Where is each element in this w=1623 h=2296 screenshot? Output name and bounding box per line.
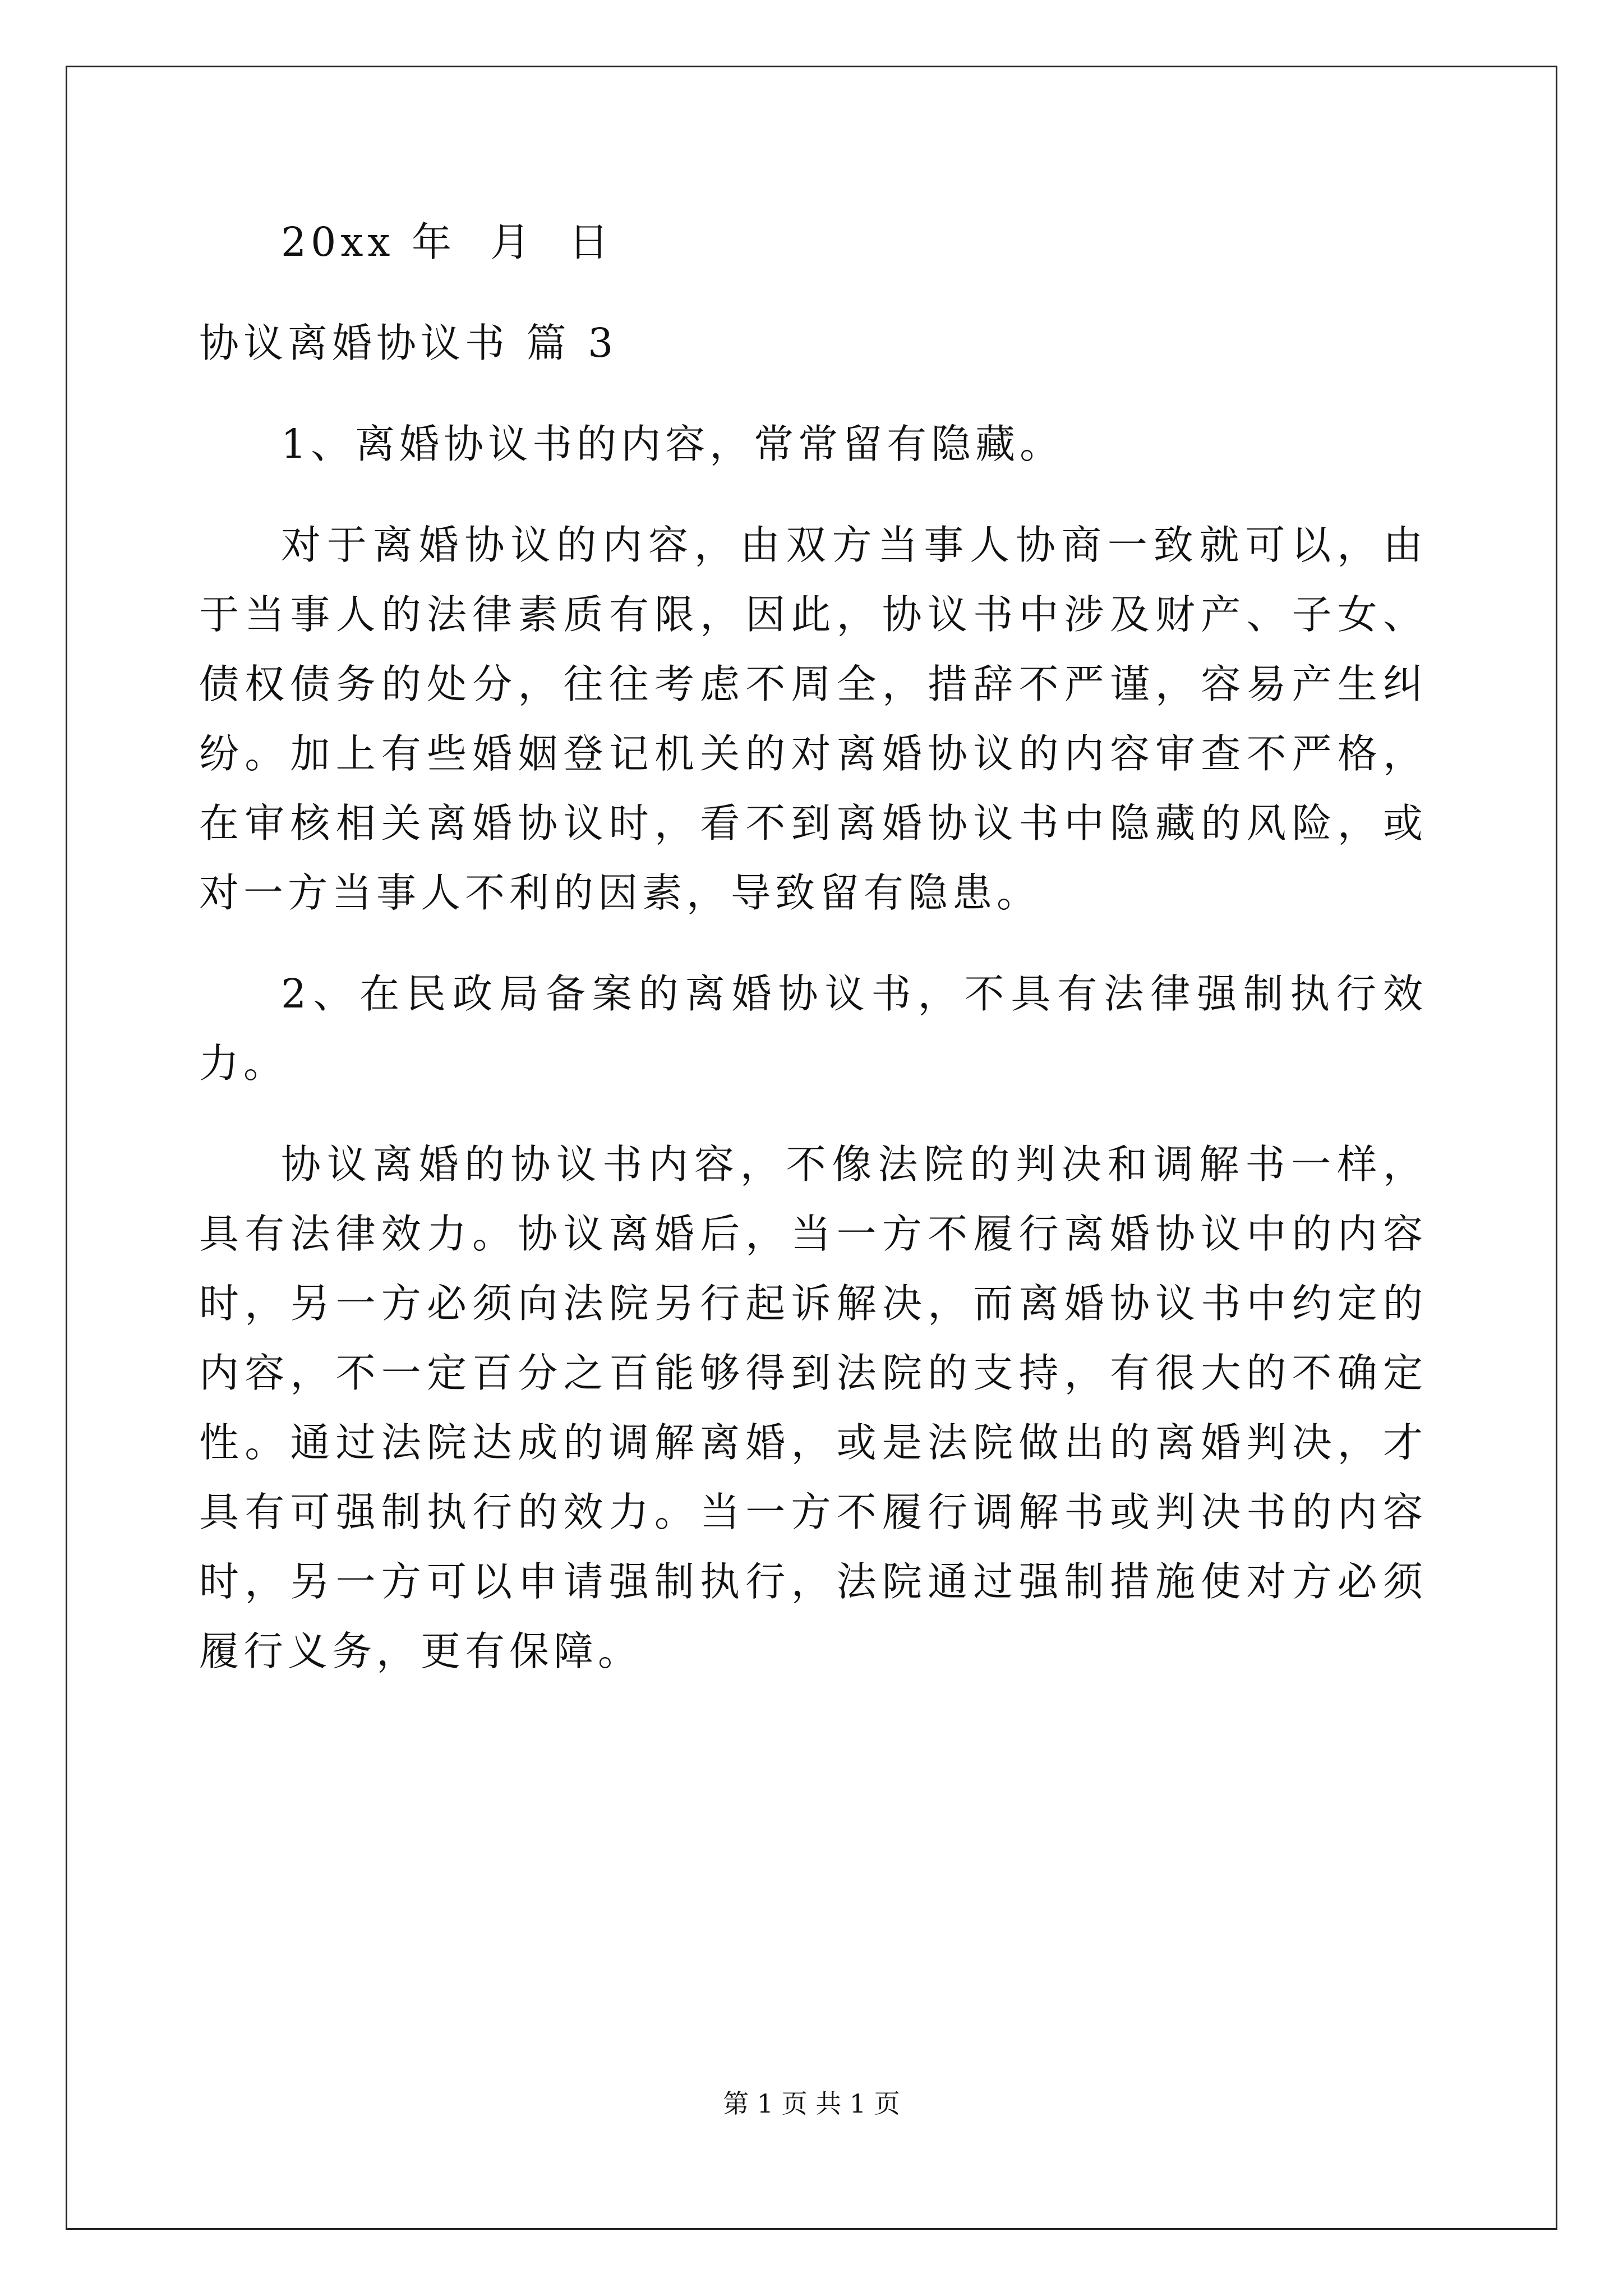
section-title: 协议离婚协议书 篇 3 [199, 320, 618, 366]
paragraph-3: 2、在民政局备案的离婚协议书，不具有法律强制执行效力。 [199, 970, 1427, 1087]
paragraph-1: 1、离婚协议书的内容，常常留有隐藏。 [281, 421, 1064, 467]
document-body [199, 208, 1427, 1686]
date-line: 20xx 年 月 日 [281, 219, 614, 265]
page-footer: 第 1 页 共 1 页 [723, 2088, 900, 2119]
paragraph-4: 协议离婚的协议书内容，不像法院的判决和调解书一样，具有法律效力。协议离婚后，当一方不履行离婚协议中的内容时，另一方必须向法院另行起诉解决，而离婚协议书中约定的内容，不一定百分之百能够得到法院的支持，有很大的不确定性。通过法院达成的调解离婚，或是法院做出的离婚判决，才具有可强制执行的效力。当一方不履行调解书或判决书的内容时，另一方可以申请强制执行，法院通过强制措施使对方必须履行义务，更有保障。 [199, 1141, 1427, 1674]
paragraph-2: 对于离婚协议的内容，由双方当事人协商一致就可以，由于当事人的法律素质有限，因此，协议书中涉及财产、子女、债权债务的处分，往往考虑不周全，措辞不严谨，容易产生纠纷。加上有些婚姻登记机关的对离婚协议的内容审查不严格，在审核相关离婚协议时，看不到离婚协议书中隐藏的风险，或对一方当事人不利的因素，导致留有隐患。 [199, 522, 1427, 916]
